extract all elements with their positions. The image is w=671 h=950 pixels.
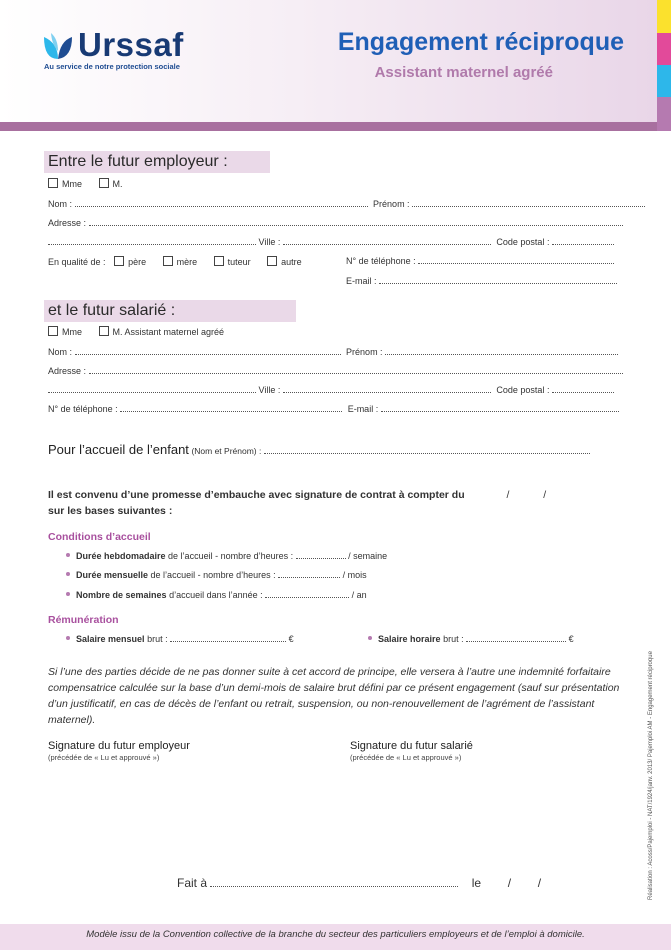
hebdo-row xyxy=(66,551,387,561)
employer-cp-field[interactable] xyxy=(552,237,614,245)
tuteur-checkbox[interactable] xyxy=(214,256,224,266)
stripe-mauve xyxy=(657,97,671,131)
mensuelle-field[interactable] xyxy=(278,570,340,578)
bullet-icon xyxy=(66,592,70,596)
employee-email-label: E-mail : xyxy=(347,404,379,414)
bullet-icon xyxy=(368,636,372,640)
employer-ville-row xyxy=(48,237,614,247)
employee-contact-row xyxy=(48,404,619,414)
employer-email-label: E-mail : xyxy=(346,276,377,286)
employer-adresse-line2-field[interactable] xyxy=(48,237,256,245)
currency-symbol: € xyxy=(288,634,294,644)
pere-checkbox[interactable] xyxy=(114,256,124,266)
employee-nom-row xyxy=(48,347,618,357)
employee-ville-field[interactable] xyxy=(283,385,491,393)
employer-m-checkbox[interactable] xyxy=(99,178,109,188)
employer-signature-note: (précédée de « Lu et approuvé ») xyxy=(48,753,160,762)
employee-heading: et le futur salarié : xyxy=(44,300,296,322)
child-hint: (Nom et Prénom) : xyxy=(191,446,262,456)
date-separator: / xyxy=(507,876,512,890)
employee-cp-label: Code postal : xyxy=(496,385,550,395)
mere-checkbox[interactable] xyxy=(163,256,173,266)
employer-adresse-field[interactable] xyxy=(89,218,623,226)
employer-m-label: M. xyxy=(112,179,123,189)
employee-email-field[interactable] xyxy=(381,404,619,412)
fait-day-field[interactable] xyxy=(484,879,504,887)
autre-checkbox[interactable] xyxy=(267,256,277,266)
footer-note: Modèle issu de la Convention collective de la branche du secteur des particuliers employeurs et de l’emploi à domicile. xyxy=(0,924,671,950)
semaines-bold: Nombre de semaines xyxy=(76,590,167,600)
employer-email-row xyxy=(346,276,617,286)
employee-signature-label: Signature du futur salarié xyxy=(350,740,473,752)
employee-adresse-label: Adresse : xyxy=(48,366,87,376)
employee-signature-area[interactable] xyxy=(350,768,600,858)
stripe-pink xyxy=(657,33,671,65)
hebdo-bold: Durée hebdomadaire xyxy=(76,551,166,561)
child-row xyxy=(48,442,590,457)
mensuelle-bold: Durée mensuelle xyxy=(76,570,149,580)
employee-tel-label: N° de téléphone : xyxy=(48,404,118,414)
employee-nom-label: Nom : xyxy=(48,347,73,357)
start-day-field[interactable] xyxy=(468,490,504,498)
employee-m-checkbox[interactable] xyxy=(99,326,109,336)
employee-ville-label: Ville : xyxy=(258,385,281,395)
employer-ville-field[interactable] xyxy=(283,237,491,245)
semaines-row xyxy=(66,590,367,600)
employee-civility xyxy=(48,326,224,337)
salaire-horaire-rest: brut : xyxy=(443,634,464,644)
employer-tel-row xyxy=(346,256,614,266)
fait-place-field[interactable] xyxy=(210,879,458,887)
fait-month-field[interactable] xyxy=(514,879,534,887)
brand-tagline: Au service de notre protection sociale xyxy=(44,62,180,71)
salaire-horaire-field[interactable] xyxy=(466,634,566,642)
employer-cp-label: Code postal : xyxy=(496,237,550,247)
employee-adresse-field[interactable] xyxy=(89,366,623,374)
employee-m-label: M. Assistant maternel agréé xyxy=(112,327,225,337)
hebdo-field[interactable] xyxy=(296,551,346,559)
salaire-horaire-bold: Salaire horaire xyxy=(378,634,441,644)
page-title: Engagement réciproque xyxy=(337,28,624,56)
indemnity-clause: Si l’une des parties décide de ne pas donner suite à cet accord de principe, elle versera à l’autre une indemnité forfaitaire compensatrice calculée sur la base d’un demi-mois de salaire brut défini par ce présent engagement (sauf sur présentation d’un justificatif, en cas de décès de l’enfant ou retrait, suspension, ou non-renouvellement de l’agrément de l’assistant maternel). xyxy=(48,666,620,726)
employer-tel-field[interactable] xyxy=(418,256,614,264)
urssaf-logo-icon xyxy=(42,31,74,61)
mensuelle-row xyxy=(66,570,367,580)
employee-adresse-row xyxy=(48,366,623,376)
employer-mme-label: Mme xyxy=(62,179,82,189)
mensuelle-rest: de l’accueil - nombre d’heures : xyxy=(150,570,276,580)
brand-name: Urssaf xyxy=(78,26,184,63)
salaire-mensuel-bold: Salaire mensuel xyxy=(76,634,145,644)
side-credit: Réalisation : Acoss/Pajemploi - NAT/1924/janv. 2013/ Pajemploi AM - Engagement réciproque xyxy=(648,651,654,900)
employer-signature-area[interactable] xyxy=(48,768,298,858)
employer-signature-block xyxy=(48,740,190,762)
employee-signature-note: (précédée de « Lu et approuvé ») xyxy=(350,753,462,762)
stripe-yellow xyxy=(657,0,671,33)
employer-prenom-field[interactable] xyxy=(412,199,645,207)
employer-qualite-label: En qualité de : xyxy=(48,257,106,267)
hebdo-unit: / semaine xyxy=(348,551,388,561)
employer-civility xyxy=(48,178,123,189)
remuneration-heading: Rémunération xyxy=(48,614,119,626)
semaines-rest: d’accueil dans l’année : xyxy=(169,590,263,600)
employer-ville-label: Ville : xyxy=(258,237,281,247)
employer-qualite-row xyxy=(48,256,302,267)
employer-adresse-label: Adresse : xyxy=(48,218,87,228)
header-divider xyxy=(0,122,657,131)
employee-signature-block xyxy=(350,740,473,762)
employee-adresse-line2-field[interactable] xyxy=(48,385,256,393)
employer-heading: Entre le futur employeur : xyxy=(44,151,270,173)
page-subtitle: Assistant maternel agréé xyxy=(374,64,553,81)
hebdo-rest: de l’accueil - nombre d’heures : xyxy=(168,551,294,561)
employee-ville-row xyxy=(48,385,614,395)
stripe-blue xyxy=(657,65,671,97)
employee-cp-field[interactable] xyxy=(552,385,614,393)
salaire-mensuel-rest: brut : xyxy=(147,634,168,644)
child-name-field[interactable] xyxy=(264,446,590,454)
autre-label: autre xyxy=(281,257,302,267)
tuteur-label: tuteur xyxy=(227,257,251,267)
conditions-heading: Conditions d’accueil xyxy=(48,531,151,543)
mere-label: mère xyxy=(176,257,198,267)
date-separator: / xyxy=(537,876,542,890)
salaire-mensuel-field[interactable] xyxy=(170,634,286,642)
employer-email-field[interactable] xyxy=(379,276,617,284)
salaire-horaire-row xyxy=(368,634,574,644)
semaines-unit: / an xyxy=(351,590,367,600)
promise-line1: Il est convenu d’une promesse d’embauche avec signature de contrat à compter du / / xyxy=(48,489,547,501)
employer-nom-field[interactable] xyxy=(75,199,368,207)
pere-label: père xyxy=(128,257,147,267)
employer-nom-label: Nom : xyxy=(48,199,73,209)
start-month-field[interactable] xyxy=(512,490,540,498)
fait-le-label: le xyxy=(471,876,482,890)
employee-nom-field[interactable] xyxy=(75,347,341,355)
employer-mme-checkbox[interactable] xyxy=(48,178,58,188)
employer-prenom-label: Prénom : xyxy=(373,199,410,209)
bullet-icon xyxy=(66,553,70,557)
employee-tel-field[interactable] xyxy=(120,404,342,412)
employee-prenom-field[interactable] xyxy=(385,347,618,355)
bullet-icon xyxy=(66,572,70,576)
fait-label: Fait à xyxy=(177,876,208,890)
currency-symbol: € xyxy=(568,634,574,644)
employee-prenom-label: Prénom : xyxy=(346,347,383,357)
promise-text: Il est convenu d’une promesse d’embauche avec signature de contrat à compter du xyxy=(48,489,465,501)
promise-line2: sur les bases suivantes : xyxy=(48,505,173,517)
employer-nom-row xyxy=(48,199,645,209)
employee-mme-checkbox[interactable] xyxy=(48,326,58,336)
employer-signature-label: Signature du futur employeur xyxy=(48,740,190,752)
fait-row xyxy=(177,876,541,890)
semaines-field[interactable] xyxy=(265,590,349,598)
employer-tel-label: N° de téléphone : xyxy=(346,256,416,266)
child-label: Pour l’accueil de l’enfant xyxy=(48,442,189,457)
mensuelle-unit: / mois xyxy=(342,570,367,580)
bullet-icon xyxy=(66,636,70,640)
salaire-mensuel-row xyxy=(66,634,294,644)
employer-adresse-row xyxy=(48,218,623,228)
employee-mme-label: Mme xyxy=(62,327,82,337)
